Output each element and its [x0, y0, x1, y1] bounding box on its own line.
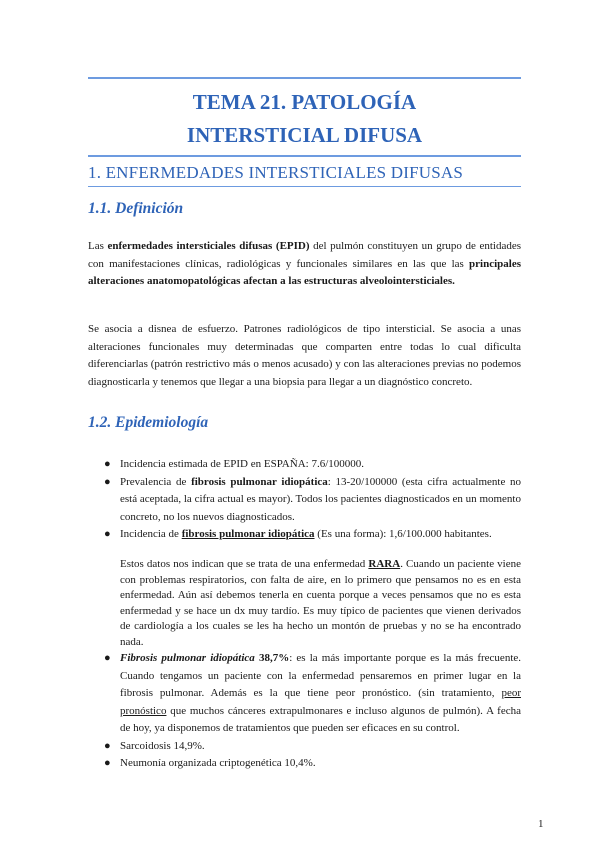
list-item-text: Sarcoidosis 14,9%. — [120, 739, 205, 752]
bullet-icon: ● — [104, 458, 111, 470]
list-item — [104, 474, 521, 527]
bullet-icon: ● — [104, 475, 111, 488]
page-number: 1 — [538, 818, 544, 830]
bullet-icon: ● — [104, 739, 111, 752]
section-rule — [88, 186, 521, 187]
epidemiology-list-2 — [104, 650, 521, 773]
rara-note — [120, 557, 521, 650]
text-run: Las — [88, 240, 108, 252]
bullet-icon: ● — [104, 528, 111, 540]
text-run: Prevalencia de — [120, 475, 192, 488]
title-line-2: INTERSTICIAL DIFUSA — [186, 123, 423, 147]
text-run: : es la más importante porque es la más frecuente. Cuando tengamos un paciente con la enfermedad pensaremos en primer lugar en la fibrosis pulmonar. Además es la que tiene peor pronóstico. (sin tratamiento, — [120, 652, 522, 699]
fpi-term: fibrosis pulmonar idiopática — [191, 475, 328, 488]
list-item — [104, 738, 521, 756]
text-run: : 13-20/100000 (esta cifra actualmente no está aceptada, la cifra actual es mayor). Todos los pacientes diagnosticados en un momento concreto, no los nuevos diagnosticados. — [120, 475, 522, 523]
text-run: (Es una forma): 1,6/100.000 habitantes. — [314, 528, 492, 540]
fpi-term-underlined: fibrosis pulmonar idiopática — [181, 528, 315, 540]
text-run: Estos datos nos indican que se trata de una enfermedad — [120, 558, 369, 570]
bullet-icon: ● — [104, 652, 111, 664]
subsection-definicion-heading: 1.1. Definición — [88, 200, 184, 217]
disnea-paragraph: Se asocia a disnea de esfuerzo. Patrones radiológicos de tipo intersticial. Se asocia a unas alteraciones funcionales muy determinadas que comparten entre todas lo cual dificulta diferenciarlas (patrón restrictivo más o menos acusado) y con las alteraciones previas no podemos diagnosticarla y tenemos que llegar a una biopsia para llegar a un diagnóstico concreto. — [88, 323, 521, 388]
fpi-term-italic: Fibrosis pulmonar idiopática — [120, 652, 255, 664]
bold-definition: principales alteraciones anatomopatológicas afectan a las estructuras alveolointersticiales. — [88, 257, 521, 287]
epid-term: enfermedades intersticiales difusas (EPID) — [107, 240, 310, 252]
text-run: del pulmón constituyen un grupo de entidades con manifestaciones clínicas, radiológicas y funcionales similares en las que las — [88, 240, 521, 270]
rara-term: RARA — [368, 558, 401, 570]
title-bottom-rule — [88, 155, 521, 157]
list-item — [104, 755, 521, 773]
list-item — [104, 526, 521, 544]
top-rule — [88, 77, 521, 79]
percentage: 38,7% — [254, 652, 290, 664]
section-1-heading: 1. ENFERMEDADES INTERSTICIALES DIFUSAS — [88, 163, 464, 182]
definition-paragraph — [88, 238, 521, 291]
page-title — [88, 86, 521, 152]
bullet-icon: ● — [104, 757, 111, 769]
text-run: . Cuando un paciente viene con problemas respiratorios, con falta de aire, en lo primero que pensamos no es en esta enfermedad. Aún así debemos tenerla en cuenta porque a veces pensamos que no es esta enfermedad y se hace un dx muy tardío. Es muy típico de pacientes que vienen derivados de cardiología a los cuales se les ha hecho un montón de pruebas y no se ha encontrado nada. — [120, 558, 521, 648]
subsection-epidemiologia-heading: 1.2. Epidemiología — [88, 414, 209, 431]
underlined-phrase: peor pronóstico — [120, 687, 521, 717]
title-line-1: TEMA 21. PATOLOGÍA — [192, 90, 417, 114]
list-item-text: Incidencia estimada de EPID en ESPAÑA: 7.6/100000. — [120, 458, 364, 470]
list-item-text: Neumonía organizada criptogenética 10,4%. — [120, 757, 316, 769]
epidemiology-list-1 — [104, 456, 521, 544]
text-run: que muchos cánceres extrapulmonares e incluso algunos de pulmón). A fecha de hoy, ya disponemos de tratamientos que pueden ser eficaces en su control. — [120, 704, 521, 734]
text-run: Incidencia de — [120, 528, 182, 540]
list-item — [104, 650, 521, 738]
list-item — [104, 456, 521, 474]
